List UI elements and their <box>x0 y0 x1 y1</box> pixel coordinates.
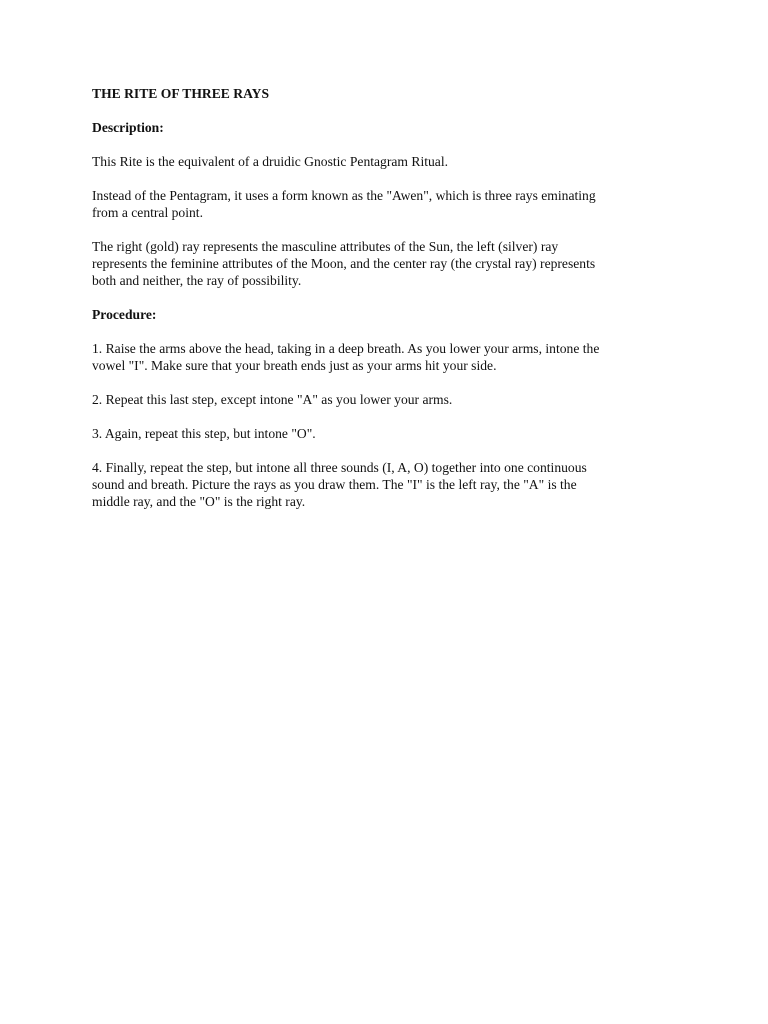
description-heading: Description: <box>92 120 164 135</box>
procedure-heading: Procedure: <box>92 307 157 322</box>
document-body <box>92 85 688 527</box>
procedure-step-4: 4. Finally, repeat the step, but intone all three sounds (I, A, O) together into one continuous sound and breath. Picture the rays as you draw them. The "I" is the left ray, the "A" is the middle ray, and the "O" is the right ray. <box>92 460 587 509</box>
procedure-step-2: 2. Repeat this last step, except intone "A" as you lower your arms. <box>92 392 453 407</box>
description-paragraph-1: This Rite is the equivalent of a druidic Gnostic Pentagram Ritual. <box>92 154 449 169</box>
procedure-step-1: 1. Raise the arms above the head, taking in a deep breath. As you lower your arms, intone the vowel "I". Make sure that your breath ends just as your arms hit your side. <box>92 341 600 373</box>
document-title: THE RITE OF THREE RAYS <box>92 86 270 101</box>
description-paragraph-3: The right (gold) ray represents the masculine attributes of the Sun, the left (silver) ray represents the feminine attributes of the Moon, and the center ray (the crystal ray) represents both and neither, the ray of possibility. <box>92 239 596 288</box>
description-paragraph-2: Instead of the Pentagram, it uses a form known as the "Awen", which is three rays eminating from a central point. <box>92 188 596 220</box>
procedure-step-3: 3. Again, repeat this step, but intone "O". <box>92 426 316 441</box>
